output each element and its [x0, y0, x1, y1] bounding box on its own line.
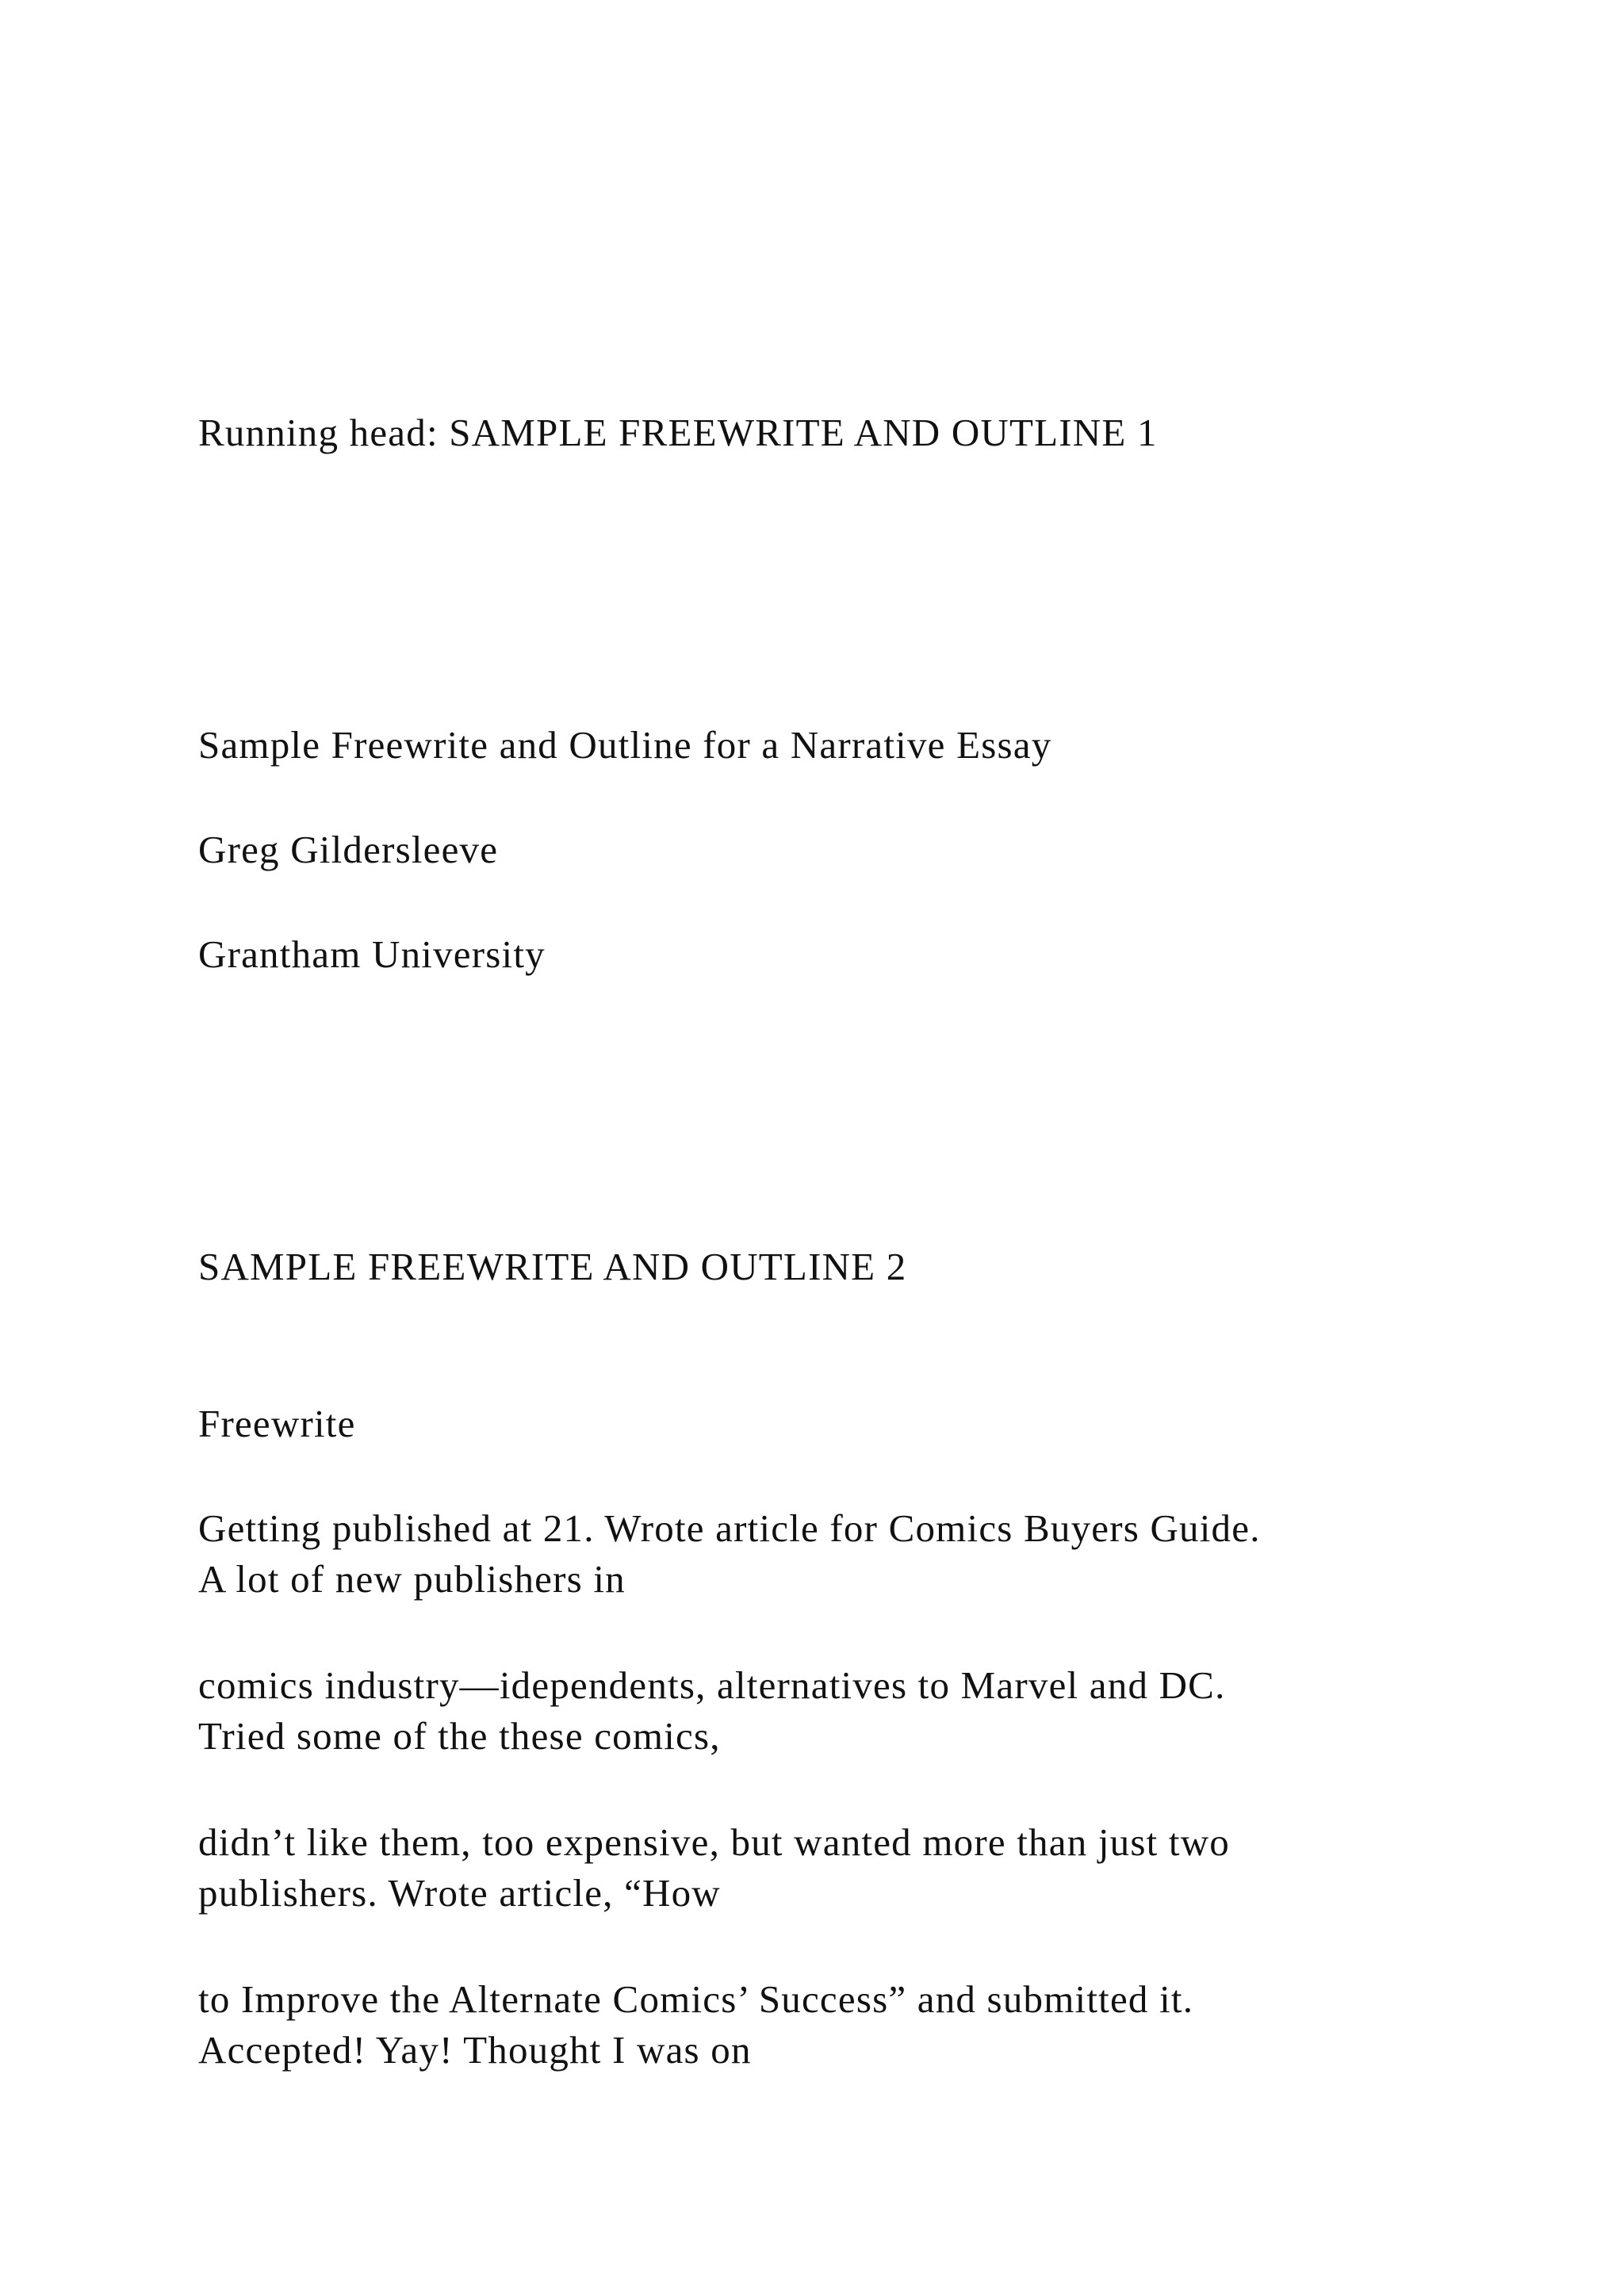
- paragraph-line: comics industry—idependents, alternatives to Marvel and DC.: [198, 1663, 1226, 1707]
- page-header: SAMPLE FREEWRITE AND OUTLINE 2: [198, 1245, 907, 1288]
- author-name: Greg Gildersleeve: [198, 828, 499, 871]
- freewrite-paragraph: [198, 1817, 1230, 1919]
- freewrite-paragraph: [198, 1660, 1226, 1762]
- freewrite-paragraph: [198, 1974, 1193, 2076]
- paragraph-line: Getting published at 21. Wrote article for Comics Buyers Guide.: [198, 1506, 1261, 1550]
- institution-name: Grantham University: [198, 932, 546, 976]
- paragraph-line: to Improve the Alternate Comics’ Success” and submitted it.: [198, 1977, 1194, 2021]
- paragraph-line: Accepted! Yay! Thought I was on: [198, 2028, 752, 2072]
- running-head: Running head: SAMPLE FREEWRITE AND OUTLINE 1: [198, 411, 1158, 454]
- freewrite-paragraph: [198, 1503, 1261, 1605]
- paragraph-line: publishers. Wrote article, “How: [198, 1871, 721, 1915]
- section-heading: Freewrite: [198, 1402, 356, 1445]
- paragraph-line: A lot of new publishers in: [198, 1557, 626, 1601]
- paragraph-line: didn’t like them, too expensive, but wanted more than just two: [198, 1820, 1231, 1864]
- essay-title: Sample Freewrite and Outline for a Narrative Essay: [198, 723, 1052, 767]
- paragraph-line: Tried some of the these comics,: [198, 1714, 721, 1758]
